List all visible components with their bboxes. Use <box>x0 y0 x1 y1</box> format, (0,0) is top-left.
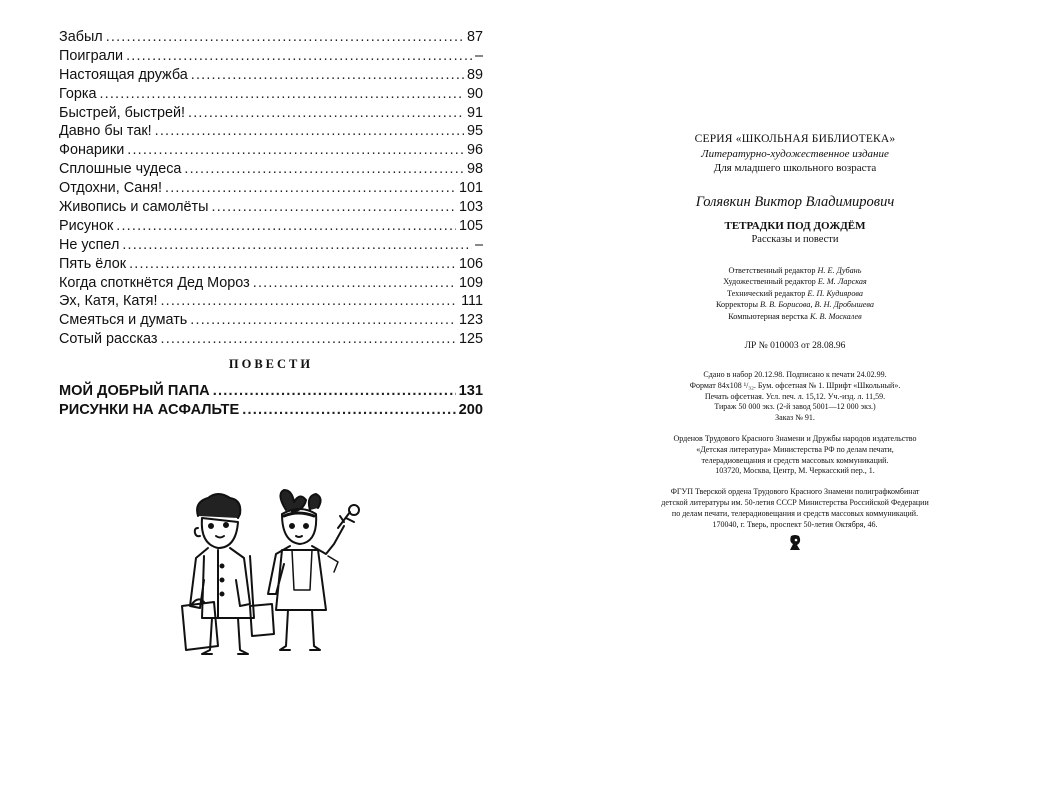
license-number: ЛР № 010003 от 28.08.96 <box>744 341 846 352</box>
toc-entry-page: 105 <box>458 217 483 234</box>
toc-entry <box>59 292 483 311</box>
toc-dot-leader <box>190 311 456 330</box>
author-name: Голявкин Виктор Владимирович <box>695 194 895 210</box>
credit-line <box>620 276 970 287</box>
toc-dot-leader <box>188 104 464 123</box>
credit-line <box>620 299 970 310</box>
children-illustration <box>178 488 368 673</box>
toc-entry-title: Сотый рассказ <box>59 331 158 348</box>
toc-dot-leader <box>184 160 464 179</box>
toc-entry-title: Отдохни, Саня! <box>59 180 163 197</box>
toc-entry-title: РИСУНКИ НА АСФАЛЬТЕ <box>59 402 240 419</box>
credit-line <box>620 288 970 299</box>
toc-entry-title: Живопись и самолёты <box>59 199 209 216</box>
toc-entry-page: 103 <box>458 199 483 216</box>
printer-line: детской литературы им. 50-летия СССР Министерства Российской Федерации <box>661 498 929 507</box>
toc-dot-leader <box>126 47 472 66</box>
toc-entry <box>59 104 483 123</box>
book-title: ТЕТРАДКИ ПОД ДОЖДЁМ <box>724 220 866 232</box>
toc-dot-leader <box>213 382 456 401</box>
toc-entry-title: Забыл <box>59 29 103 45</box>
toc-entry-page: 98 <box>466 161 483 178</box>
toc-entry <box>59 47 483 66</box>
toc-entry-title: Настоящая дружба <box>59 66 188 83</box>
novella-list <box>59 382 483 420</box>
toc-entry-page: 111 <box>461 293 483 310</box>
credit-role: Корректоры <box>715 300 758 310</box>
toc-entry-title: Сплошные чудеса <box>59 161 182 178</box>
toc-entry <box>59 217 483 236</box>
section-heading: ПОВЕСТИ <box>228 357 314 372</box>
story-list <box>59 28 483 349</box>
colophon <box>620 132 970 557</box>
print-info-line: Формат 84x108 ¹/₃₂. Бум. офсетная № 1. Шрифт «Школьный». <box>689 380 901 390</box>
toc-dot-leader <box>129 255 456 274</box>
toc-dot-leader <box>116 217 456 236</box>
toc-entry <box>59 179 483 198</box>
toc-dot-leader <box>165 179 456 198</box>
credit-role: Ответственный редактор <box>728 266 816 275</box>
toc-entry-title: Давно бы так! <box>59 123 152 140</box>
toc-entry <box>59 236 483 255</box>
toc-entry-page: 125 <box>458 331 483 348</box>
credit-name: Н. Е. Дубань <box>817 266 862 275</box>
audience-note: Для младшего школьного возраста <box>713 162 877 174</box>
credit-name: К. В. Москалев <box>809 311 862 321</box>
toc-entry-title: Когда споткнётся Дед Мороз <box>59 274 250 291</box>
series-name: СЕРИЯ «ШКОЛЬНАЯ БИБЛИОТЕКА» <box>694 133 896 145</box>
toc-entry-page: 131 <box>458 383 483 400</box>
toc-entry-title: МОЙ ДОБРЫЙ ПАПА <box>59 383 210 400</box>
toc-entry-page: 90 <box>466 85 483 102</box>
toc-entry-title: Быстрей, быстрей! <box>59 104 186 121</box>
toc-entry <box>59 274 483 293</box>
publisher-info <box>620 434 970 477</box>
publisher-line: 103720, Москва, Центр, М. Черкасский пер., 1. <box>715 466 875 476</box>
toc-dot-leader <box>106 28 464 47</box>
girl-figure <box>268 490 359 650</box>
credit-role: Компьютерная верстка <box>728 311 808 321</box>
toc-dot-leader <box>122 236 472 255</box>
toc-dot-leader <box>160 292 458 311</box>
credit-name: Е. П. Кудиярова <box>807 288 864 298</box>
print-info <box>620 370 970 424</box>
toc-entry-page: 106 <box>458 255 483 272</box>
toc-entry <box>59 85 483 104</box>
toc-dot-leader <box>127 141 464 160</box>
toc-entry <box>59 122 483 141</box>
toc-dot-leader <box>191 66 464 85</box>
edition-type: Литературно-художественное издание <box>701 148 889 160</box>
toc-entry-page: 91 <box>466 104 483 121</box>
table-of-contents <box>59 28 483 420</box>
toc-entry-page: 87 <box>466 29 483 45</box>
toc-entry-page: – <box>474 236 483 253</box>
toc-entry-page: 96 <box>466 142 483 159</box>
toc-dot-leader <box>155 122 464 141</box>
credit-role: Художественный редактор <box>723 277 816 287</box>
toc-entry-page: – <box>474 47 483 64</box>
toc-entry-page: 200 <box>458 402 483 419</box>
publisher-logo-icon <box>787 534 803 552</box>
toc-entry <box>59 401 483 420</box>
boy-figure <box>182 494 274 654</box>
print-info-line: Сдано в набор 20.12.98. Подписано к печати 24.02.99. <box>703 370 887 380</box>
publisher-line: «Детская литература» Министерства РФ по делам печати, <box>696 444 894 454</box>
credit-name: Е. М. Ларская <box>817 277 867 287</box>
toc-entry-title: Поиграли <box>59 47 124 64</box>
toc-entry-title: Эх, Катя, Катя! <box>59 293 158 310</box>
book-subtitle: Рассказы и повести <box>751 234 839 245</box>
toc-entry <box>59 382 483 401</box>
toc-entry-title: Рисунок <box>59 217 114 234</box>
toc-entry-page: 123 <box>458 312 483 329</box>
publisher-line: Орденов Трудового Красного Знамени и Дружбы народов издательство <box>673 434 917 444</box>
toc-entry-title: Не успел <box>59 236 120 253</box>
toc-dot-leader <box>99 85 464 104</box>
toc-dot-leader <box>242 401 455 420</box>
toc-entry-page: 89 <box>466 66 483 83</box>
printer-info <box>620 487 970 530</box>
toc-entry-title: Пять ёлок <box>59 255 127 272</box>
toc-dot-leader <box>253 274 456 293</box>
toc-entry <box>59 311 483 330</box>
credit-line <box>620 265 970 276</box>
printer-line: по делам печати, телерадиовещания и средств массовых коммуникаций. <box>671 508 919 518</box>
print-info-line: Тираж 50 000 экз. (2-й завод 5001—12 000 экз.) <box>714 402 876 412</box>
printer-line: 170040, г. Тверь, проспект 50-летия Октября, 46. <box>712 519 878 529</box>
printer-line: ФГУП Тверской ордена Трудового Красного Знамени полиграфкомбинат <box>670 487 920 497</box>
toc-entry <box>59 160 483 179</box>
toc-entry <box>59 330 483 349</box>
toc-entry-page: 101 <box>458 180 483 197</box>
toc-entry <box>59 198 483 217</box>
toc-entry-page: 95 <box>466 123 483 140</box>
toc-entry <box>59 255 483 274</box>
print-info-line: Заказ № 91. <box>775 413 815 423</box>
toc-entry-page: 109 <box>458 274 483 291</box>
credits-list <box>620 265 970 322</box>
toc-entry <box>59 28 483 47</box>
toc-entry <box>59 141 483 160</box>
toc-dot-leader <box>161 330 456 349</box>
print-info-line: Печать офсетная. Усл. печ. л. 15,12. Уч.-изд. л. 11,59. <box>704 391 886 401</box>
toc-entry <box>59 66 483 85</box>
toc-entry-title: Фонарики <box>59 142 125 159</box>
credit-name: В. В. Борисова, В. Н. Дробышева <box>760 300 874 310</box>
publisher-line: телерадиовещания и средств массовых коммуникаций. <box>701 455 889 465</box>
credit-role: Технический редактор <box>726 288 806 298</box>
toc-entry-title: Горка <box>59 85 97 102</box>
toc-dot-leader <box>212 198 456 217</box>
toc-entry-title: Смеяться и думать <box>59 312 188 329</box>
credit-line <box>620 311 970 322</box>
